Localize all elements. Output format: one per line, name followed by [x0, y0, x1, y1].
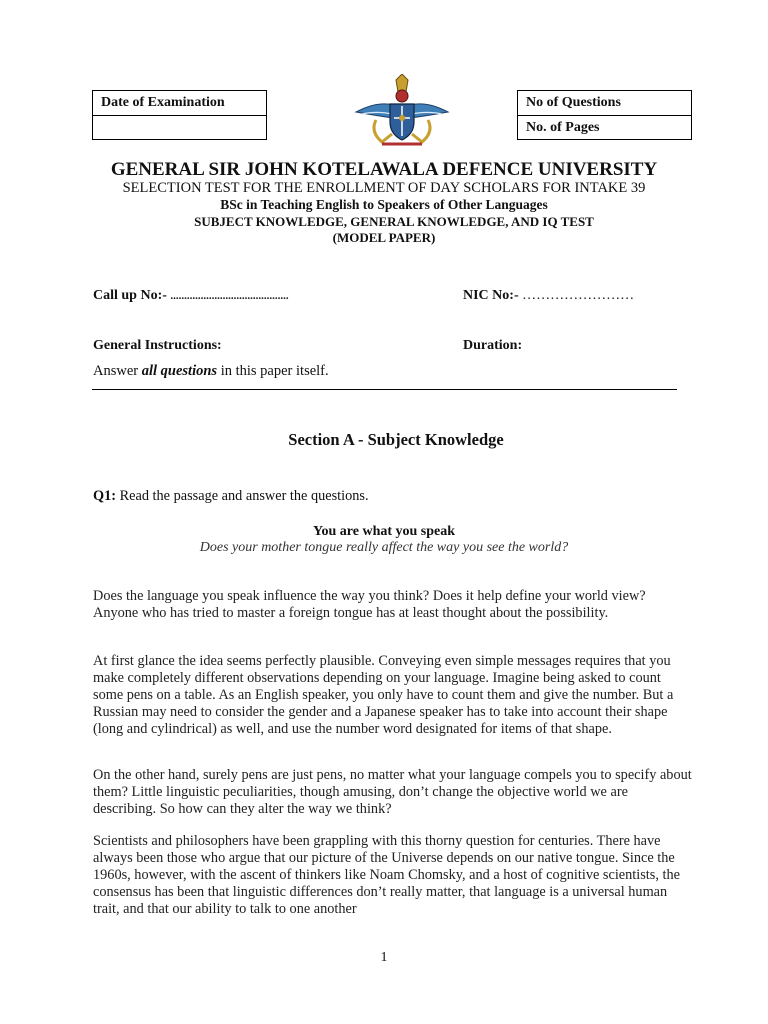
date-of-examination-value: [93, 115, 266, 139]
no-of-questions-label: No of Questions: [526, 95, 621, 110]
duration-label: Duration:: [463, 338, 523, 353]
header-divider: [92, 389, 677, 390]
q1-text: Read the passage and answer the questions.: [119, 488, 369, 504]
q1-prompt: [93, 488, 369, 505]
call-up-label: Call up No:-: [93, 288, 167, 303]
page-number: 1: [380, 950, 388, 965]
selection-test-title: SELECTION TEST FOR THE ENROLLMENT OF DAY SCHOLARS FOR INTAKE 39: [122, 180, 646, 196]
answer-prefix: Answer: [93, 363, 139, 379]
passage-paragraph: On the other hand, surely pens are just pens, no matter what your language compels you to specify about them? Little linguistic peculiarities, though amusing, don’t change the objective world we are describing. So how can they alter the way we think?: [93, 767, 692, 817]
date-of-examination-label: Date of Examination: [101, 95, 225, 110]
answer-emphasis: all questions: [141, 363, 218, 379]
passage-paragraph: At first glance the idea seems perfectly plausible. Conveying even simple messages requires that you make completely different observations depending on your language. Imagine being asked to count some pens on a table. As an English speaker, you only have to count them and give the number. But a Russian may need to consider the gender and a Japanese speaker has to take into account their shape (long and cylindrical) as well, and use the number word designated for items of that shape.: [93, 653, 674, 737]
nic-label: NIC No:-: [463, 288, 519, 303]
questions-pages-box: [517, 90, 692, 140]
call-up-dots: ...........................................: [170, 290, 289, 302]
university-crest-logo: [352, 74, 452, 150]
section-a-title: Section A - Subject Knowledge: [288, 430, 504, 449]
q1-label: Q1:: [93, 488, 117, 504]
nic-field: [463, 288, 634, 304]
test-title: SUBJECT KNOWLEDGE, GENERAL KNOWLEDGE, AND IQ TEST: [194, 214, 594, 229]
university-title: GENERAL SIR JOHN KOTELAWALA DEFENCE UNIVERSITY: [110, 159, 658, 180]
nic-dots: ……………………: [522, 288, 635, 303]
passage-paragraph: Scientists and philosophers have been grappling with this thorny question for centuries. There have always been those who argue that our picture of the Universe depends on our native tongue. Since the 1960s, however, with the ascent of thinkers like Noam Chomsky, and a host of cognitive scientists, the consensus has been that linguistic differences don’t really matter, that language is a universal human trait, and that our ability to talk to one another: [93, 833, 680, 917]
call-up-field: [93, 288, 289, 304]
answer-suffix: in this paper itself.: [220, 363, 329, 379]
no-of-pages-label: No. of Pages: [518, 115, 691, 139]
date-of-examination-box: [92, 90, 267, 140]
degree-title: BSc in Teaching English to Speakers of Other Languages: [220, 197, 548, 212]
general-instructions-label: General Instructions:: [93, 338, 222, 353]
answer-instruction: [93, 363, 329, 380]
passage-subtitle: Does your mother tongue really affect the way you see the world?: [199, 540, 569, 555]
passage-title: You are what you speak: [312, 524, 456, 539]
passage-paragraph: Does the language you speak influence the way you think? Does it help define your world view? Anyone who has tried to master a foreign tongue has at least thought about the possibility.: [93, 588, 646, 621]
model-paper-label: (MODEL PAPER): [332, 230, 436, 245]
